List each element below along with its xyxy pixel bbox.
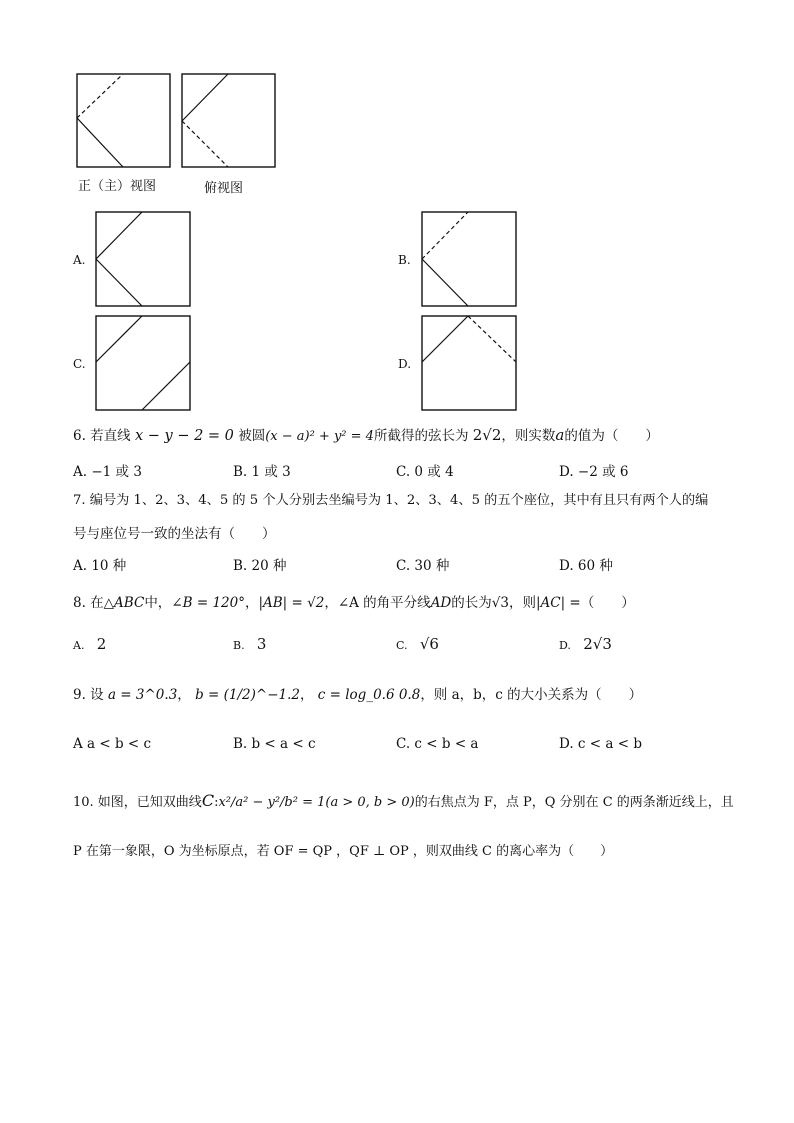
q8-ad: AD: [430, 595, 452, 611]
q7-option-b: B. 20 种: [233, 558, 287, 574]
q6-text-c: 所截得的弦长为: [373, 428, 469, 444]
q9-number: 9. 设: [73, 687, 104, 703]
q8-option-a-letter: A.: [73, 639, 85, 652]
top-view-figure: [181, 73, 277, 169]
q6-option-c: C. 0 或 4: [396, 464, 454, 480]
q8-ab-length: |AB| = √2: [258, 595, 325, 611]
q8-option-d: [559, 635, 612, 655]
q8-text-e: ，则: [508, 595, 536, 611]
q6-chord-length: 2√2: [472, 426, 502, 444]
q8-ad-length: √3: [491, 595, 509, 611]
option-b-figure: [421, 211, 518, 307]
q6-line-equation: x − y − 2 = 0: [134, 428, 234, 444]
q8-number: 8. 在: [73, 595, 104, 611]
option-a-label: A.: [73, 253, 86, 267]
question-9: 9. 设 a = 3^0.3， b = (1/2)^−1.2， c = log_0.6 0.8，则 a，b，c 的大小关系为（ ）: [73, 687, 643, 703]
q8-option-c-value: √6: [419, 635, 439, 653]
q8-text-d: 的长为: [451, 595, 492, 611]
q6-option-a: A. −1 或 3: [73, 464, 142, 480]
q8-option-b: [233, 635, 266, 655]
q8-text-a: 中，: [144, 595, 172, 611]
q8-option-c-letter: C.: [396, 639, 408, 652]
option-c-figure: [95, 315, 192, 411]
option-d-figure: [421, 315, 518, 411]
q8-text-c: ，∠A 的角平分线: [324, 595, 431, 611]
q6-circle-equation: (x − a)² + y² = 4: [265, 429, 374, 444]
q9-a-definition: a = 3^0.3: [107, 687, 178, 703]
q6-number: 6.: [73, 428, 91, 444]
q7-option-d: D. 60 种: [559, 558, 613, 574]
q8-option-b-letter: B.: [233, 639, 245, 652]
q8-triangle: △ABC: [103, 595, 145, 611]
q10-curve-name: C: [201, 791, 215, 810]
q6-text-a: 若直线: [90, 428, 131, 444]
q6-option-b: B. 1 或 3: [233, 464, 291, 480]
q9-option-c: C. c < b < a: [396, 736, 479, 752]
q8-option-a: [73, 635, 106, 655]
q10-line-1-b: 的右焦点为 F，点 P，Q 分别在 C 的两条渐近线上，且: [414, 795, 734, 810]
q9-option-b: B. b < a < c: [233, 736, 316, 752]
q8-option-a-value: 2: [96, 635, 107, 653]
question-8: [73, 594, 635, 612]
q9-c-definition: c = log_0.6 0.8: [317, 687, 421, 703]
q8-angle-b: ∠B = 120°: [171, 595, 245, 611]
option-a-figure: [95, 211, 192, 307]
q6-option-d: D. −2 或 6: [559, 464, 629, 480]
option-b-label: B.: [398, 253, 411, 267]
q10-hyperbola-equation: x²/a² − y²/b² = 1(a > 0, b > 0): [218, 795, 415, 810]
q6-variable: a: [555, 426, 565, 444]
q9-b-definition: b = (1/2)^−1.2: [195, 687, 300, 703]
top-view-label: 俯视图: [204, 181, 244, 196]
q8-text-b: ，: [244, 595, 259, 611]
q10-line-2: P 在第一象限，O 为坐标原点，若 OF = QP ，QF ⊥ OP ，则双曲线 C 的离心率为（ ）: [73, 844, 614, 859]
question-6: [73, 426, 659, 446]
q9-option-d: D. c < a < b: [559, 736, 642, 752]
q7-option-a: A. 10 种: [73, 558, 127, 574]
q9-text: ，则 a，b，c 的大小关系为（ ）: [420, 687, 643, 703]
front-view-label: 正（主）视图: [78, 179, 157, 194]
q8-option-b-value: 3: [256, 635, 267, 653]
q8-option-d-letter: D.: [559, 639, 571, 652]
q9-option-a: A a < b < c: [73, 736, 152, 752]
q7-line-1: 7. 编号为 1、2、3、4、5 的 5 个人分别去坐编号为 1、2、3、4、5 的五个座位，其中有且只有两个人的编: [73, 493, 709, 508]
q6-text-e: 的值为（ ）: [564, 428, 659, 444]
q10-line-1-a: 10. 如图，已知双曲线: [73, 795, 202, 810]
front-view-figure: [76, 73, 172, 169]
q6-text-b: 被圆: [238, 428, 266, 444]
q8-text-f: （ ）: [580, 595, 635, 611]
q7-option-c: C. 30 种: [396, 558, 450, 574]
option-d-label: D.: [398, 357, 412, 371]
option-c-label: C.: [73, 357, 86, 371]
q6-text-d: ，则实数: [501, 428, 556, 444]
q8-option-d-value: 2√3: [583, 635, 612, 653]
q7-line-2: 号与座位号一致的坐法有（ ）: [73, 526, 276, 542]
q8-option-c: [396, 635, 439, 655]
q8-ac: |AC| =: [535, 595, 581, 611]
q10-line-1: 10. 如图，已知双曲线C:x²/a² − y²/b² = 1(a > 0, b > 0)的右焦点为 F，点 P，Q 分别在 C 的两条渐近线上，且: [73, 791, 734, 810]
